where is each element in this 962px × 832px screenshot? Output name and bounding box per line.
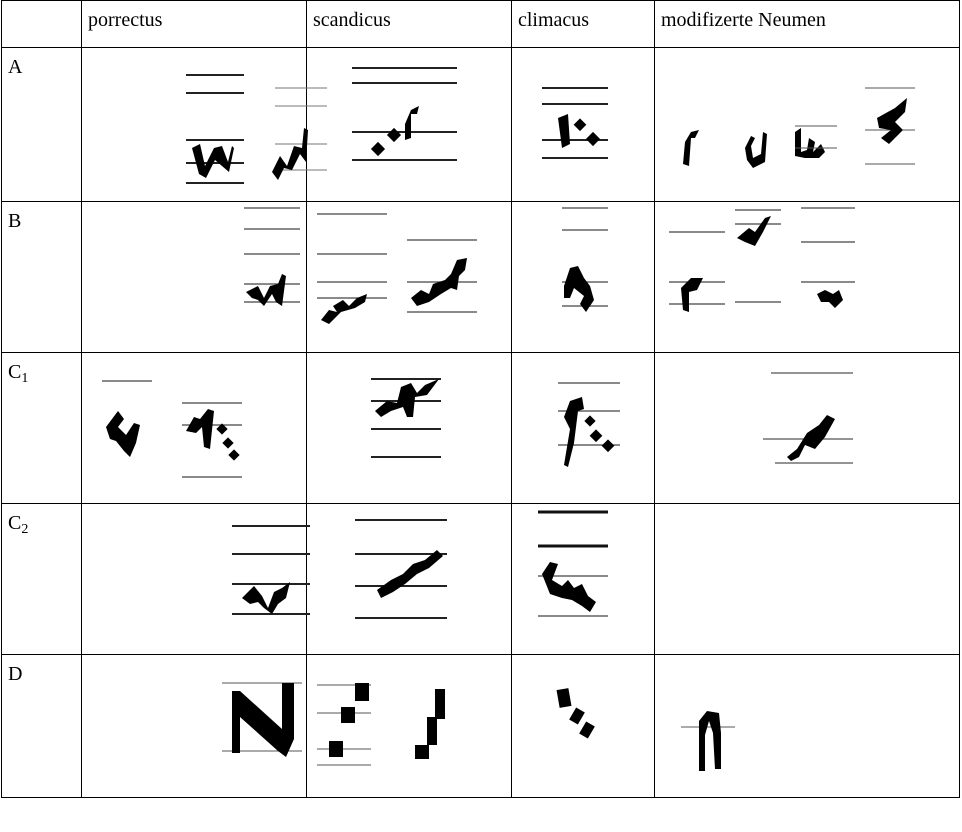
modified-d bbox=[655, 655, 960, 798]
neume-image bbox=[82, 655, 307, 797]
modified-b bbox=[655, 202, 960, 353]
header-cell-empty bbox=[2, 1, 82, 48]
climacus-a bbox=[512, 48, 655, 202]
neume-image bbox=[512, 353, 655, 503]
neume-image bbox=[512, 48, 655, 201]
scandicus-b bbox=[307, 202, 512, 353]
porrectus-c1 bbox=[82, 353, 307, 504]
neume-image bbox=[82, 353, 307, 503]
porrectus-d bbox=[82, 655, 307, 798]
neume-image bbox=[512, 504, 655, 654]
row-c1 bbox=[2, 353, 960, 504]
header-cell-porrectus bbox=[82, 1, 307, 48]
header-row bbox=[2, 1, 960, 48]
row-label-cell bbox=[2, 655, 82, 798]
header-scandicus: scandicus bbox=[313, 9, 391, 31]
scandicus-c2 bbox=[307, 504, 512, 655]
scandicus-d bbox=[307, 655, 512, 798]
row-label-d: D bbox=[8, 663, 23, 685]
row-d bbox=[2, 655, 960, 798]
neume-image bbox=[307, 202, 512, 352]
row-label-a: A bbox=[8, 56, 23, 78]
row-label-cell bbox=[2, 353, 82, 504]
scandicus-a bbox=[307, 48, 512, 202]
row-label-c2: $C_2$ bbox=[8, 512, 29, 537]
header-porrectus: porrectus bbox=[88, 9, 163, 31]
climacus-d bbox=[512, 655, 655, 798]
row-label-b: B bbox=[8, 210, 22, 232]
row-c2 bbox=[2, 504, 960, 655]
neume-image bbox=[307, 504, 512, 654]
modified-c1 bbox=[655, 353, 960, 504]
row-label-cell bbox=[2, 202, 82, 353]
climacus-b bbox=[512, 202, 655, 353]
row-b bbox=[2, 202, 960, 353]
row-label-cell bbox=[2, 48, 82, 202]
row-label-cell bbox=[2, 504, 82, 655]
neume-image bbox=[512, 655, 655, 797]
porrectus-a bbox=[82, 48, 307, 202]
neume-image bbox=[307, 353, 512, 503]
neume-image bbox=[82, 504, 307, 654]
porrectus-b bbox=[82, 202, 307, 353]
neume-image bbox=[82, 202, 307, 352]
header-cell-scandicus bbox=[307, 1, 512, 48]
header-cell-modified bbox=[655, 1, 960, 48]
neume-table bbox=[1, 0, 960, 798]
neume-image bbox=[655, 48, 960, 201]
climacus-c2 bbox=[512, 504, 655, 655]
neume-image bbox=[307, 655, 512, 797]
porrectus-c2 bbox=[82, 504, 307, 655]
neume-image bbox=[655, 655, 960, 797]
modified-c2 bbox=[655, 504, 960, 655]
neume-image bbox=[512, 202, 655, 352]
modified-a bbox=[655, 48, 960, 202]
scandicus-c1 bbox=[307, 353, 512, 504]
climacus-c1 bbox=[512, 353, 655, 504]
header-cell-climacus bbox=[512, 1, 655, 48]
neume-image bbox=[307, 48, 512, 201]
neume-image bbox=[655, 202, 960, 352]
header-modified-neumes: modifizerte Neumen bbox=[661, 9, 826, 31]
header-climacus: climacus bbox=[518, 9, 590, 31]
row-a bbox=[2, 48, 960, 202]
neume-image bbox=[82, 48, 307, 201]
row-label-c1: $C_1$ bbox=[8, 361, 29, 386]
neume-image bbox=[655, 353, 960, 503]
